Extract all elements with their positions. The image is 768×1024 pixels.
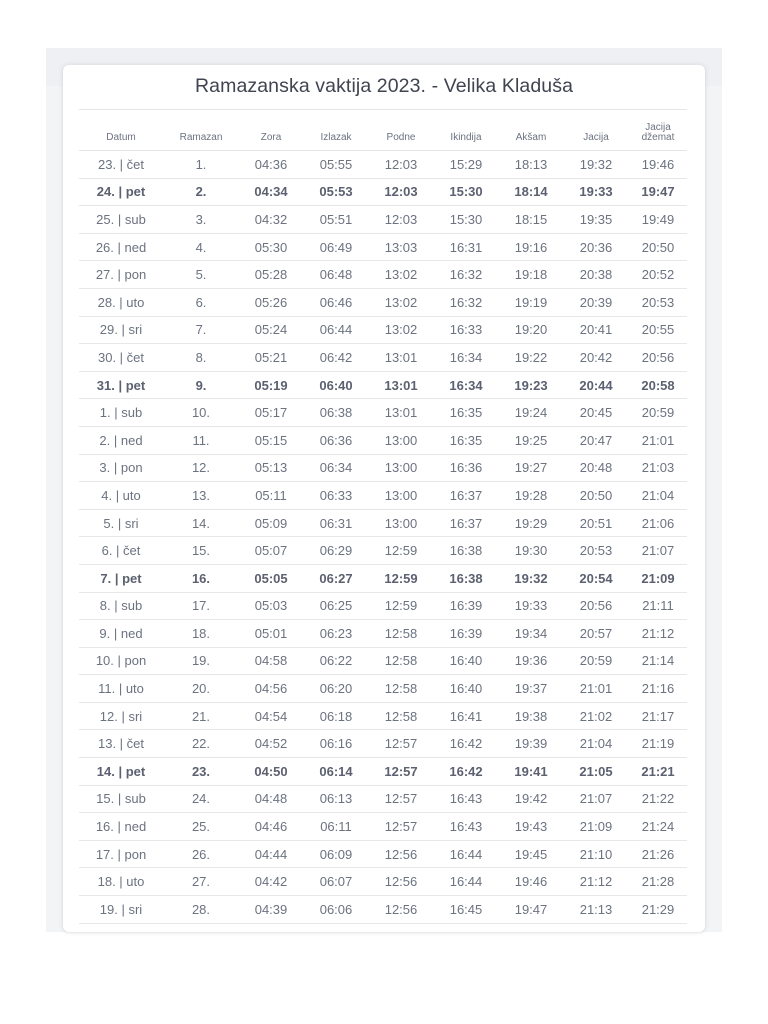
table-header-row (79, 110, 687, 151)
cell-ramazan: 12. (163, 454, 239, 482)
cell-jacija-dzemat: 21:17 (629, 702, 687, 730)
cell-ramazan: 20. (163, 675, 239, 703)
cell-aksam: 18:13 (499, 151, 563, 179)
cell-jacija-dzemat: 21:04 (629, 482, 687, 510)
table-row (79, 813, 687, 841)
cell-podne: 12:58 (369, 702, 433, 730)
cell-datum: 11. | uto (79, 675, 163, 703)
cell-jacija: 20:53 (563, 537, 629, 565)
cell-ramazan: 11. (163, 426, 239, 454)
table-row (79, 730, 687, 758)
cell-podne: 12:57 (369, 785, 433, 813)
vaktija-card (63, 65, 705, 932)
cell-ikindija: 15:30 (433, 178, 499, 206)
cell-zora: 05:07 (239, 537, 303, 565)
cell-jacija-dzemat: 21:14 (629, 647, 687, 675)
cell-jacija: 20:44 (563, 371, 629, 399)
cell-aksam: 19:46 (499, 868, 563, 896)
cell-zora: 04:52 (239, 730, 303, 758)
cell-datum: 15. | sub (79, 785, 163, 813)
cell-jacija-dzemat: 21:29 (629, 896, 687, 924)
cell-datum: 5. | sri (79, 509, 163, 537)
cell-datum: 1. | sub (79, 399, 163, 427)
column-header-ikindija: Ikindija (433, 110, 499, 151)
cell-datum: 9. | ned (79, 620, 163, 648)
cell-datum: 25. | sub (79, 206, 163, 234)
cell-ikindija: 16:33 (433, 316, 499, 344)
cell-podne: 13:00 (369, 509, 433, 537)
cell-izlazak: 06:36 (303, 426, 369, 454)
cell-jacija-dzemat: 21:03 (629, 454, 687, 482)
cell-datum: 2. | ned (79, 426, 163, 454)
cell-podne: 13:00 (369, 426, 433, 454)
cell-izlazak: 06:22 (303, 647, 369, 675)
cell-ramazan: 27. (163, 868, 239, 896)
cell-izlazak: 06:29 (303, 537, 369, 565)
cell-zora: 04:34 (239, 178, 303, 206)
cell-aksam: 19:42 (499, 785, 563, 813)
cell-ikindija: 16:41 (433, 702, 499, 730)
cell-ikindija: 15:30 (433, 206, 499, 234)
cell-podne: 12:58 (369, 620, 433, 648)
cell-jacija: 20:36 (563, 233, 629, 261)
cell-jacija: 21:10 (563, 840, 629, 868)
table-row (79, 840, 687, 868)
cell-izlazak: 06:07 (303, 868, 369, 896)
table-row (79, 178, 687, 206)
column-header-jacija-dzemat: Jacija džemat (629, 110, 687, 151)
cell-podne: 12:57 (369, 813, 433, 841)
cell-datum: 14. | pet (79, 758, 163, 786)
cell-zora: 05:17 (239, 399, 303, 427)
cell-aksam: 18:14 (499, 178, 563, 206)
cell-ramazan: 25. (163, 813, 239, 841)
cell-izlazak: 06:13 (303, 785, 369, 813)
table-row (79, 537, 687, 565)
table-row (79, 288, 687, 316)
cell-ikindija: 16:31 (433, 233, 499, 261)
cell-ramazan: 5. (163, 261, 239, 289)
cell-zora: 05:05 (239, 564, 303, 592)
cell-aksam: 19:37 (499, 675, 563, 703)
cell-jacija-dzemat: 21:28 (629, 868, 687, 896)
cell-jacija: 21:07 (563, 785, 629, 813)
cell-aksam: 19:34 (499, 620, 563, 648)
cell-datum: 16. | ned (79, 813, 163, 841)
cell-ramazan: 10. (163, 399, 239, 427)
cell-ikindija: 16:32 (433, 261, 499, 289)
cell-jacija: 20:50 (563, 482, 629, 510)
cell-jacija-dzemat: 19:49 (629, 206, 687, 234)
cell-jacija: 20:51 (563, 509, 629, 537)
cell-jacija: 21:05 (563, 758, 629, 786)
cell-datum: 26. | ned (79, 233, 163, 261)
cell-izlazak: 06:31 (303, 509, 369, 537)
cell-izlazak: 06:23 (303, 620, 369, 648)
cell-podne: 13:03 (369, 233, 433, 261)
cell-izlazak: 06:06 (303, 896, 369, 924)
cell-jacija: 20:47 (563, 426, 629, 454)
cell-izlazak: 06:38 (303, 399, 369, 427)
cell-datum: 18. | uto (79, 868, 163, 896)
cell-podne: 12:57 (369, 758, 433, 786)
cell-ikindija: 16:39 (433, 620, 499, 648)
cell-datum: 17. | pon (79, 840, 163, 868)
cell-aksam: 19:19 (499, 288, 563, 316)
cell-jacija-dzemat: 20:56 (629, 344, 687, 372)
cell-izlazak: 06:11 (303, 813, 369, 841)
cell-izlazak: 06:25 (303, 592, 369, 620)
cell-podne: 12:59 (369, 564, 433, 592)
table-row (79, 509, 687, 537)
cell-ikindija: 16:42 (433, 758, 499, 786)
cell-zora: 05:26 (239, 288, 303, 316)
table-row (79, 896, 687, 924)
cell-aksam: 19:24 (499, 399, 563, 427)
cell-podne: 12:03 (369, 178, 433, 206)
cell-datum: 24. | pet (79, 178, 163, 206)
column-header-aksam: Akšam (499, 110, 563, 151)
cell-ramazan: 15. (163, 537, 239, 565)
cell-ikindija: 16:34 (433, 344, 499, 372)
cell-jacija: 19:35 (563, 206, 629, 234)
cell-datum: 3. | pon (79, 454, 163, 482)
column-header-datum: Datum (79, 110, 163, 151)
cell-aksam: 19:20 (499, 316, 563, 344)
page-title: Ramazanska vaktija 2023. - Velika Kladuša (194, 75, 574, 97)
table-row (79, 785, 687, 813)
cell-jacija: 20:39 (563, 288, 629, 316)
cell-jacija-dzemat: 21:21 (629, 758, 687, 786)
cell-jacija: 20:42 (563, 344, 629, 372)
cell-podne: 13:02 (369, 316, 433, 344)
cell-ramazan: 19. (163, 647, 239, 675)
cell-jacija: 19:32 (563, 151, 629, 179)
table-row (79, 482, 687, 510)
cell-datum: 31. | pet (79, 371, 163, 399)
table-row (79, 647, 687, 675)
cell-izlazak: 06:09 (303, 840, 369, 868)
table-row (79, 344, 687, 372)
cell-zora: 05:09 (239, 509, 303, 537)
cell-zora: 04:39 (239, 896, 303, 924)
cell-jacija-dzemat: 21:19 (629, 730, 687, 758)
cell-ramazan: 21. (163, 702, 239, 730)
cell-ikindija: 16:36 (433, 454, 499, 482)
cell-ramazan: 9. (163, 371, 239, 399)
cell-ikindija: 16:34 (433, 371, 499, 399)
table-row (79, 371, 687, 399)
table-row (79, 151, 687, 179)
cell-jacija-dzemat: 21:12 (629, 620, 687, 648)
cell-ramazan: 26. (163, 840, 239, 868)
cell-izlazak: 06:44 (303, 316, 369, 344)
cell-ikindija: 16:43 (433, 785, 499, 813)
cell-podne: 12:56 (369, 896, 433, 924)
cell-izlazak: 06:27 (303, 564, 369, 592)
cell-jacija-dzemat: 21:01 (629, 426, 687, 454)
cell-zora: 04:42 (239, 868, 303, 896)
table-row (79, 399, 687, 427)
cell-aksam: 18:15 (499, 206, 563, 234)
cell-jacija: 21:12 (563, 868, 629, 896)
cell-jacija-dzemat: 21:06 (629, 509, 687, 537)
cell-jacija: 20:41 (563, 316, 629, 344)
cell-izlazak: 05:53 (303, 178, 369, 206)
cell-jacija-dzemat: 21:09 (629, 564, 687, 592)
cell-jacija: 20:38 (563, 261, 629, 289)
vaktija-table (79, 109, 687, 924)
cell-jacija-dzemat: 20:58 (629, 371, 687, 399)
cell-datum: 12. | sri (79, 702, 163, 730)
cell-izlazak: 06:14 (303, 758, 369, 786)
cell-podne: 13:01 (369, 399, 433, 427)
cell-podne: 12:56 (369, 868, 433, 896)
cell-ramazan: 2. (163, 178, 239, 206)
cell-datum: 10. | pon (79, 647, 163, 675)
cell-podne: 13:00 (369, 482, 433, 510)
cell-aksam: 19:39 (499, 730, 563, 758)
column-header-jacija: Jacija (563, 110, 629, 151)
cell-jacija-dzemat: 20:59 (629, 399, 687, 427)
cell-podne: 13:02 (369, 261, 433, 289)
cell-podne: 13:01 (369, 371, 433, 399)
cell-jacija-dzemat: 20:53 (629, 288, 687, 316)
cell-aksam: 19:25 (499, 426, 563, 454)
cell-izlazak: 06:40 (303, 371, 369, 399)
cell-aksam: 19:41 (499, 758, 563, 786)
cell-izlazak: 06:16 (303, 730, 369, 758)
cell-ramazan: 28. (163, 896, 239, 924)
cell-aksam: 19:18 (499, 261, 563, 289)
cell-podne: 12:03 (369, 206, 433, 234)
cell-podne: 12:57 (369, 730, 433, 758)
cell-izlazak: 06:49 (303, 233, 369, 261)
cell-jacija-dzemat: 21:16 (629, 675, 687, 703)
cell-ikindija: 16:42 (433, 730, 499, 758)
cell-jacija-dzemat: 20:52 (629, 261, 687, 289)
cell-ramazan: 16. (163, 564, 239, 592)
cell-datum: 7. | pet (79, 564, 163, 592)
table-row (79, 206, 687, 234)
table-row (79, 564, 687, 592)
cell-izlazak: 06:48 (303, 261, 369, 289)
cell-ikindija: 16:38 (433, 564, 499, 592)
cell-jacija: 20:48 (563, 454, 629, 482)
cell-ramazan: 13. (163, 482, 239, 510)
cell-jacija: 19:33 (563, 178, 629, 206)
cell-datum: 8. | sub (79, 592, 163, 620)
table-row (79, 675, 687, 703)
cell-ikindija: 16:32 (433, 288, 499, 316)
table-row (79, 592, 687, 620)
cell-jacija: 21:04 (563, 730, 629, 758)
cell-zora: 04:48 (239, 785, 303, 813)
cell-jacija: 20:54 (563, 564, 629, 592)
table-row (79, 426, 687, 454)
cell-zora: 05:19 (239, 371, 303, 399)
cell-ikindija: 16:35 (433, 399, 499, 427)
cell-aksam: 19:30 (499, 537, 563, 565)
cell-aksam: 19:45 (499, 840, 563, 868)
cell-podne: 13:02 (369, 288, 433, 316)
cell-ramazan: 14. (163, 509, 239, 537)
table-row (79, 261, 687, 289)
table-row (79, 868, 687, 896)
cell-zora: 04:58 (239, 647, 303, 675)
cell-zora: 04:46 (239, 813, 303, 841)
cell-datum: 29. | sri (79, 316, 163, 344)
cell-zora: 04:32 (239, 206, 303, 234)
cell-ikindija: 16:37 (433, 509, 499, 537)
cell-ramazan: 7. (163, 316, 239, 344)
cell-ramazan: 18. (163, 620, 239, 648)
cell-zora: 04:44 (239, 840, 303, 868)
cell-jacija: 21:02 (563, 702, 629, 730)
table-row (79, 758, 687, 786)
cell-aksam: 19:16 (499, 233, 563, 261)
cell-izlazak: 06:46 (303, 288, 369, 316)
cell-ikindija: 16:35 (433, 426, 499, 454)
table-row (79, 702, 687, 730)
cell-jacija-dzemat: 21:22 (629, 785, 687, 813)
cell-ikindija: 16:43 (433, 813, 499, 841)
cell-ikindija: 16:44 (433, 868, 499, 896)
cell-zora: 05:03 (239, 592, 303, 620)
cell-jacija: 21:09 (563, 813, 629, 841)
cell-aksam: 19:33 (499, 592, 563, 620)
cell-zora: 04:50 (239, 758, 303, 786)
cell-datum: 27. | pon (79, 261, 163, 289)
cell-ramazan: 22. (163, 730, 239, 758)
cell-zora: 04:56 (239, 675, 303, 703)
cell-datum: 4. | uto (79, 482, 163, 510)
cell-zora: 05:01 (239, 620, 303, 648)
cell-datum: 6. | čet (79, 537, 163, 565)
cell-jacija: 20:56 (563, 592, 629, 620)
column-header-izlazak: Izlazak (303, 110, 369, 151)
cell-podne: 12:58 (369, 675, 433, 703)
cell-izlazak: 06:18 (303, 702, 369, 730)
cell-aksam: 19:27 (499, 454, 563, 482)
cell-datum: 23. | čet (79, 151, 163, 179)
cell-jacija-dzemat: 21:26 (629, 840, 687, 868)
cell-podne: 13:01 (369, 344, 433, 372)
cell-ramazan: 6. (163, 288, 239, 316)
cell-izlazak: 06:42 (303, 344, 369, 372)
cell-izlazak: 06:33 (303, 482, 369, 510)
cell-zora: 05:30 (239, 233, 303, 261)
cell-aksam: 19:32 (499, 564, 563, 592)
cell-podne: 12:03 (369, 151, 433, 179)
cell-datum: 30. | čet (79, 344, 163, 372)
cell-podne: 12:59 (369, 592, 433, 620)
cell-ramazan: 17. (163, 592, 239, 620)
cell-datum: 28. | uto (79, 288, 163, 316)
cell-jacija-dzemat: 20:55 (629, 316, 687, 344)
cell-ikindija: 16:40 (433, 675, 499, 703)
column-header-ramazan: Ramazan (163, 110, 239, 151)
cell-ikindija: 16:45 (433, 896, 499, 924)
cell-zora: 04:36 (239, 151, 303, 179)
cell-aksam: 19:28 (499, 482, 563, 510)
cell-aksam: 19:23 (499, 371, 563, 399)
cell-jacija: 21:13 (563, 896, 629, 924)
cell-ramazan: 23. (163, 758, 239, 786)
table-row (79, 454, 687, 482)
cell-aksam: 19:22 (499, 344, 563, 372)
cell-ikindija: 15:29 (433, 151, 499, 179)
cell-ikindija: 16:37 (433, 482, 499, 510)
cell-podne: 13:00 (369, 454, 433, 482)
cell-ramazan: 3. (163, 206, 239, 234)
cell-zora: 05:24 (239, 316, 303, 344)
table-row (79, 620, 687, 648)
cell-zora: 05:21 (239, 344, 303, 372)
cell-zora: 05:28 (239, 261, 303, 289)
table-row (79, 316, 687, 344)
table-body (79, 151, 687, 924)
cell-datum: 19. | sri (79, 896, 163, 924)
cell-ramazan: 4. (163, 233, 239, 261)
cell-jacija: 20:57 (563, 620, 629, 648)
cell-datum: 13. | čet (79, 730, 163, 758)
cell-jacija-dzemat: 21:07 (629, 537, 687, 565)
cell-aksam: 19:36 (499, 647, 563, 675)
cell-aksam: 19:38 (499, 702, 563, 730)
cell-jacija: 21:01 (563, 675, 629, 703)
cell-zora: 04:54 (239, 702, 303, 730)
cell-izlazak: 05:55 (303, 151, 369, 179)
cell-jacija-dzemat: 19:46 (629, 151, 687, 179)
cell-ramazan: 8. (163, 344, 239, 372)
cell-zora: 05:11 (239, 482, 303, 510)
cell-jacija-dzemat: 21:11 (629, 592, 687, 620)
column-header-zora: Zora (239, 110, 303, 151)
cell-jacija-dzemat: 21:24 (629, 813, 687, 841)
cell-jacija-dzemat: 19:47 (629, 178, 687, 206)
cell-jacija: 20:45 (563, 399, 629, 427)
cell-jacija-dzemat: 20:50 (629, 233, 687, 261)
table-row (79, 233, 687, 261)
cell-ikindija: 16:38 (433, 537, 499, 565)
cell-ikindija: 16:40 (433, 647, 499, 675)
cell-ramazan: 24. (163, 785, 239, 813)
cell-ikindija: 16:44 (433, 840, 499, 868)
cell-aksam: 19:47 (499, 896, 563, 924)
cell-zora: 05:15 (239, 426, 303, 454)
cell-jacija: 20:59 (563, 647, 629, 675)
cell-ramazan: 1. (163, 151, 239, 179)
cell-podne: 12:59 (369, 537, 433, 565)
cell-izlazak: 06:34 (303, 454, 369, 482)
cell-izlazak: 06:20 (303, 675, 369, 703)
cell-zora: 05:13 (239, 454, 303, 482)
cell-podne: 12:56 (369, 840, 433, 868)
cell-aksam: 19:43 (499, 813, 563, 841)
cell-aksam: 19:29 (499, 509, 563, 537)
cell-izlazak: 05:51 (303, 206, 369, 234)
column-header-podne: Podne (369, 110, 433, 151)
cell-podne: 12:58 (369, 647, 433, 675)
cell-ikindija: 16:39 (433, 592, 499, 620)
